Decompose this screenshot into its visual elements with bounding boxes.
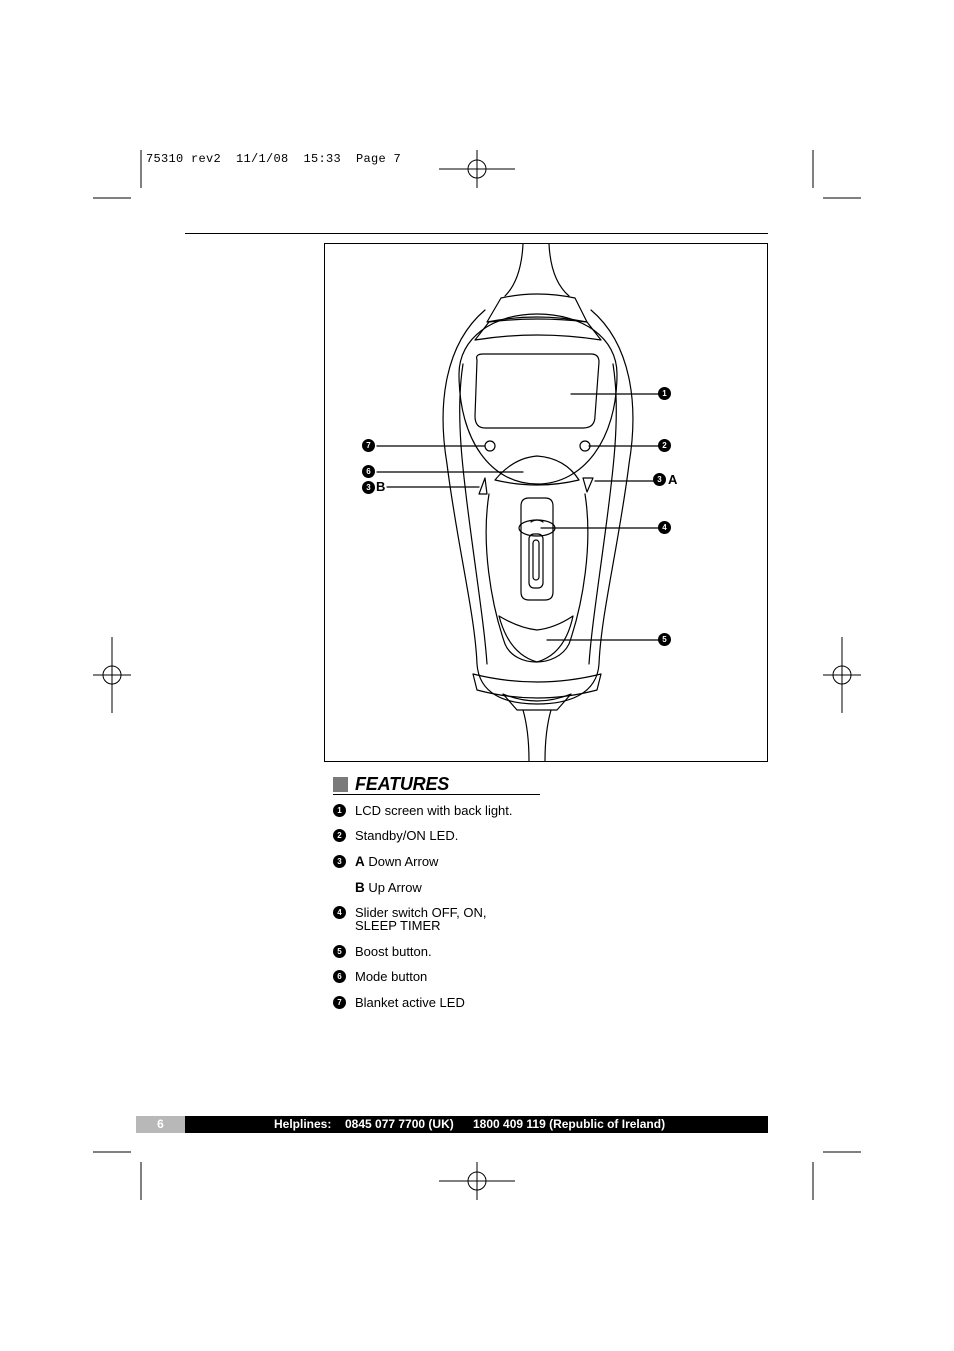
feature-text-up-arrow: Up Arrow (364, 880, 422, 895)
feature-text-2: Standby/ON LED. (355, 828, 459, 843)
feature-text-6: Mode button (355, 969, 428, 984)
feature-num-2: 2 (333, 829, 346, 842)
feature-letter-a: A (355, 854, 365, 869)
features-title: FEATURES (355, 774, 450, 794)
callout-6: 6 (362, 465, 375, 478)
feature-num-7: 7 (333, 996, 346, 1009)
feature-text-4: Slider switch OFF, ON, SLEEP TIMER (355, 905, 487, 933)
callout-3b-letter: B (376, 479, 386, 494)
callout-4: 4 (658, 521, 671, 534)
helpline-ie: 1800 409 119 (Republic of Ireland) (473, 1117, 666, 1131)
feature-text-1: LCD screen with back light. (355, 803, 513, 818)
helplines-label: Helplines: (274, 1117, 332, 1131)
controller-figure (324, 243, 768, 762)
feature-letter-b: B (355, 880, 365, 895)
callout-2: 2 (658, 439, 671, 452)
callout-3b: 3 (362, 481, 375, 494)
helpline-uk: 0845 077 7700 (UK) (345, 1117, 454, 1131)
features-heading (333, 775, 540, 795)
callout-1: 1 (658, 387, 671, 400)
feature-text-down-arrow: Down Arrow (364, 854, 439, 869)
callout-3a: 3 (653, 473, 666, 486)
heading-square-icon (333, 777, 348, 792)
feature-text-7: Blanket active LED (355, 995, 465, 1010)
callout-3a-letter: A (668, 472, 678, 487)
page-number: 6 (136, 1116, 185, 1133)
helplines-bar (185, 1116, 768, 1133)
feature-num-5: 5 (333, 945, 346, 958)
controller-illustration (325, 244, 767, 761)
callout-5: 5 (658, 633, 671, 646)
feature-num-1: 1 (333, 804, 346, 817)
header-rule (185, 233, 768, 234)
print-slug: 75310 rev2 11/1/08 15:33 Page 7 (146, 152, 402, 166)
feature-num-6: 6 (333, 970, 346, 983)
callout-7: 7 (362, 439, 375, 452)
feature-text-3b (355, 881, 545, 894)
feature-text-3a (355, 855, 545, 868)
feature-num-3: 3 (333, 855, 346, 868)
feature-text-5: Boost button. (355, 944, 432, 959)
feature-num-4: 4 (333, 906, 346, 919)
